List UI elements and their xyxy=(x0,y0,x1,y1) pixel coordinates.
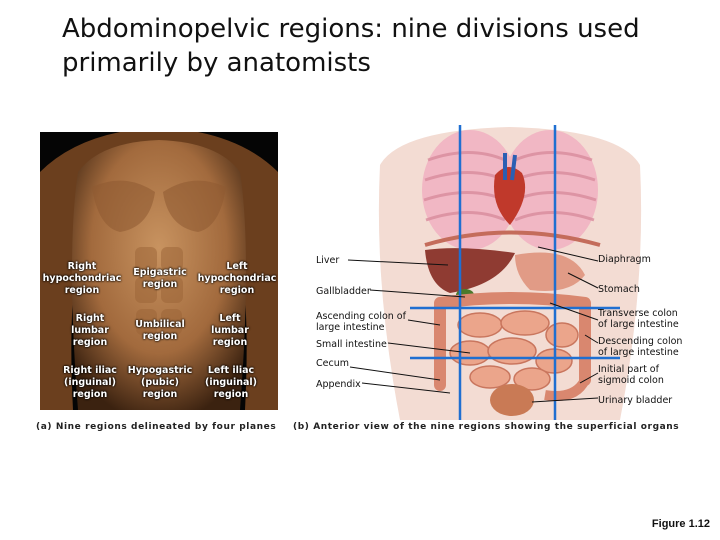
caption-panel-a: (a) Nine regions delineated by four planes xyxy=(36,422,277,432)
label-cecum: Cecum xyxy=(316,358,349,369)
caption-panel-b: (b) Anterior view of the nine regions showing the superficial organs xyxy=(293,422,680,432)
region-left-hypochondriac: Left hypochondriac region xyxy=(197,261,277,296)
region-left-iliac: Left iliac (inguinal) region xyxy=(205,365,257,400)
label-gallbladder: Gallbladder xyxy=(316,286,371,297)
title-line-1: Abdominopelvic regions: nine divisions used xyxy=(62,14,640,44)
page-title xyxy=(62,12,682,80)
label-liver: Liver xyxy=(316,255,340,266)
figure-label: Figure 1.12 xyxy=(651,518,710,530)
region-umbilical: Umbilical region xyxy=(135,319,185,342)
region-right-hypochondriac: Right hypochondriac region xyxy=(42,261,122,296)
label-sigmoid-colon: Initial part of sigmoid colon xyxy=(598,364,664,386)
region-hypogastric: Hypogastric (pubic) region xyxy=(127,365,193,400)
label-small-intestine: Small intestine xyxy=(316,339,387,350)
label-descending-colon: Descending colon of large intestine xyxy=(598,336,683,358)
region-right-iliac: Right iliac (inguinal) region xyxy=(63,365,117,400)
region-left-lumbar: Left lumbar region xyxy=(211,313,249,348)
label-stomach: Stomach xyxy=(598,284,640,295)
label-ascending-colon: Ascending colon of large intestine xyxy=(316,311,406,333)
label-diaphragm: Diaphragm xyxy=(598,254,651,265)
label-urinary-bladder: Urinary bladder xyxy=(598,395,673,406)
region-epigastric: Epigastric region xyxy=(133,267,187,290)
label-transverse-colon: Transverse colon of large intestine xyxy=(598,308,679,330)
region-right-lumbar: Right lumbar region xyxy=(71,313,109,348)
label-appendix: Appendix xyxy=(316,379,361,390)
torso-photo-panel xyxy=(40,132,278,410)
title-line-2: primarily by anatomists xyxy=(62,48,371,78)
